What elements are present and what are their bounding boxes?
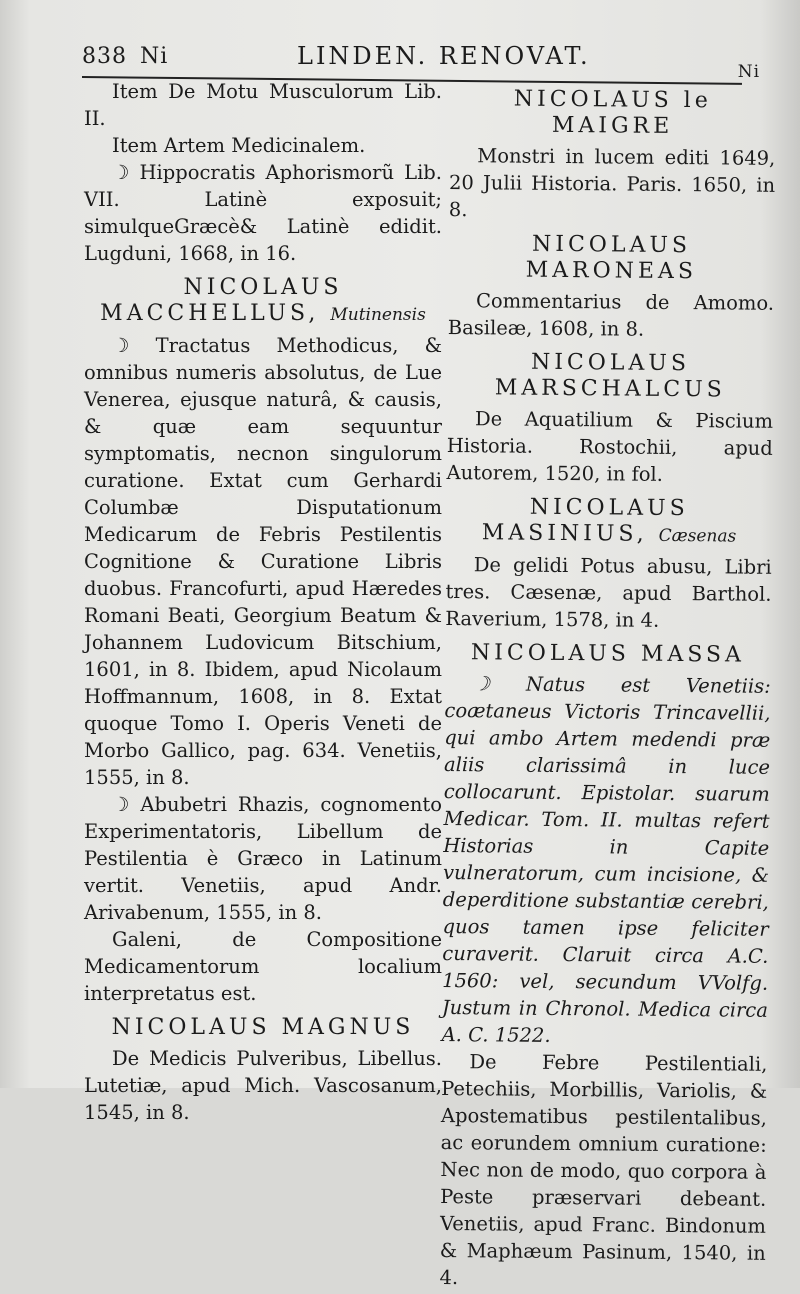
author-name: NICOLAUS MACCHELLUS, bbox=[100, 275, 343, 326]
author-name: NICOLAUS MARONEAS bbox=[525, 231, 698, 285]
author-heading bbox=[84, 275, 442, 328]
author-name: NICOLAUS MASINIUS, bbox=[481, 494, 689, 547]
author-heading bbox=[448, 231, 774, 286]
entry-text: ☽ Abubetri Rhazis, cognomento Experimentatoris, Libellum de Pestilentia è Græco in Latinum vertit. Venetiis, apud Andr. Arivabenum, 1555, in 8. bbox=[84, 793, 442, 924]
author-origin: Cæsenas bbox=[658, 525, 737, 547]
running-title: LINDEN. RENOVAT. bbox=[297, 42, 591, 70]
right-column bbox=[439, 78, 776, 1294]
page-number: 838 bbox=[82, 44, 127, 69]
entry-text: Item Artem Medicinalem. bbox=[112, 134, 366, 157]
entry-text: De Medicis Pulveribus, Libellus. Lutetiæ, apud Mich. Vascosanum, 1545, in 8. bbox=[84, 1047, 442, 1124]
author-name: NICOLAUS le MAIGRE bbox=[513, 86, 712, 139]
header-letters: Ni bbox=[140, 44, 169, 69]
author-name: NICOLAUS MAGNUS bbox=[111, 1015, 415, 1040]
author-heading bbox=[449, 86, 775, 141]
author-origin: Mutinensis bbox=[330, 305, 426, 325]
entry-text: ☽ Tractatus Methodicus, & omnibus numeris absolutus, de Lue Venerea, ejusque naturâ, & causis, & quæ eam sequuntur symptomatis, necnon singulorum curatione. Extat cum Gerhardi Columbæ Disputationum Medicarum de Febris Pestilentis Cognitione & Curatione Libris duobus. Francofurti, apud Hæredes Romani Beati, Georgium Beatum & Johannem Ludovicum Bitschium, 1601, in 8. Ibidem, apud Nicolaum Hoffmannum, 1608, in 8. Extat quoque Tomo I. Operis Veneti de Morbo Gallico, pag. 634. Venetiis, 1555, in 8. bbox=[84, 334, 442, 789]
entry-text: De gelidi Potus abusu, Libri tres. Cæsenæ, apud Barthol. Raverium, 1578, in 4. bbox=[445, 553, 772, 632]
author-heading bbox=[445, 640, 771, 669]
author-name: NICOLAUS MARSCHALCUS bbox=[494, 349, 726, 403]
author-heading bbox=[447, 349, 773, 404]
entry-text: De Aquatilium & Piscium Historia. Rostochii, apud Autorem, 1520, in fol. bbox=[446, 407, 774, 486]
entry-text: Galeni, de Compositione Medicamentorum localium interpretatus est. bbox=[84, 928, 442, 1005]
author-name: NICOLAUS MASSA bbox=[470, 640, 746, 668]
entry-text: De Febre Pestilentiali, Petechiis, Morbillis, Variolis, & Apostematibus pestilentalibus, ac eorundem omnium curatione: Nec non de modo, quo corpora à Peste præservari debeant. Venetiis, apud Franc. Bindonum & Maphæum Pasinum, 1540, in 4. bbox=[439, 1050, 768, 1290]
header-right-letters: Ni bbox=[737, 62, 760, 82]
author-heading bbox=[84, 1015, 442, 1041]
left-column bbox=[84, 78, 442, 1126]
author-heading bbox=[446, 494, 772, 550]
entry-text: Monstri in lucem editi 1649, 20 Julii Historia. Paris. 1650, in 8. bbox=[448, 144, 776, 222]
entry-text-italic: ☽ Natus est Venetiis: coætaneus Victoris Trincavellii, qui ambo Artem medendi præ aliis clarissimâ in luce collocarunt. Epistolar. suarum Medicar. Tom. II. multas refert Historias in Capite vulneratorum, cum incisione, & deperditione substantiæ cerebri, quos tamen ipse feliciter curaverit. Claruit circa A.C. 1560: vel, secundum VVolfg. Justum in Chronol. Medica circa A. C. 1522. bbox=[441, 672, 771, 1047]
entry-text: Item De Motu Musculorum Lib. II. bbox=[84, 80, 442, 130]
entry-text: ☽ Hippocratis Aphorismorũ Lib. VII. Latinè exposuit; simulqueGræcè& Latinè edidit. Lugduni, 1668, in 16. bbox=[84, 161, 442, 265]
entry-text: Commentarius de Amomo. Basileæ, 1608, in 8. bbox=[447, 289, 775, 341]
page-header bbox=[82, 40, 760, 82]
